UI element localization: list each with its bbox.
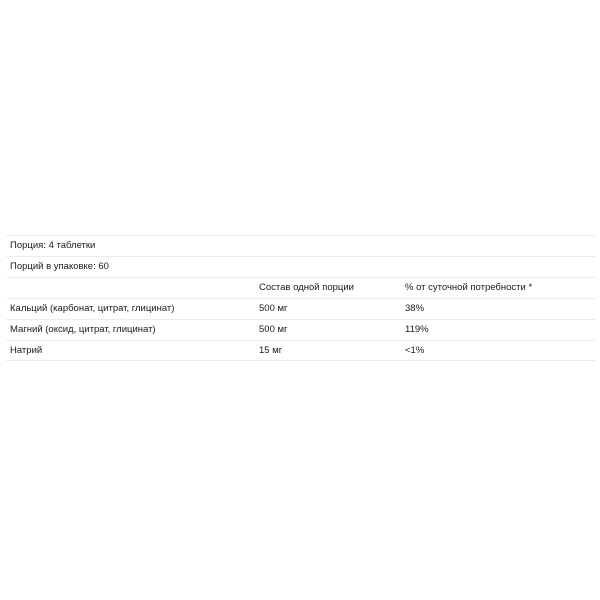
nutrient-amount: 15 мг <box>259 345 283 356</box>
table-row <box>6 319 596 340</box>
nutrient-amount: 500 мг <box>259 324 288 335</box>
nutrient-daily-value: 38% <box>405 303 425 314</box>
nutrient-name: Натрий <box>10 345 43 356</box>
servings-per-container-row <box>6 256 596 277</box>
servings-per-container-text: Порций в упаковке: 60 <box>10 261 109 272</box>
amount-per-serving-header: Состав одной порции <box>259 282 354 293</box>
nutrient-amount: 500 мг <box>259 303 288 314</box>
supplement-facts-table <box>6 235 596 361</box>
serving-size-text: Порция: 4 таблетки <box>10 240 96 251</box>
table-row <box>6 340 596 361</box>
table-row <box>6 298 596 319</box>
nutrient-daily-value: 119% <box>405 324 429 335</box>
daily-value-header: % от суточной потребности * <box>405 282 533 293</box>
table-header-row <box>6 277 596 298</box>
nutrient-name: Магний (оксид, цитрат, глицинат) <box>10 324 156 335</box>
nutrient-daily-value: <1% <box>405 345 425 356</box>
serving-size-row <box>6 235 596 256</box>
nutrient-name: Кальций (карбонат, цитрат, глицинат) <box>10 303 175 314</box>
